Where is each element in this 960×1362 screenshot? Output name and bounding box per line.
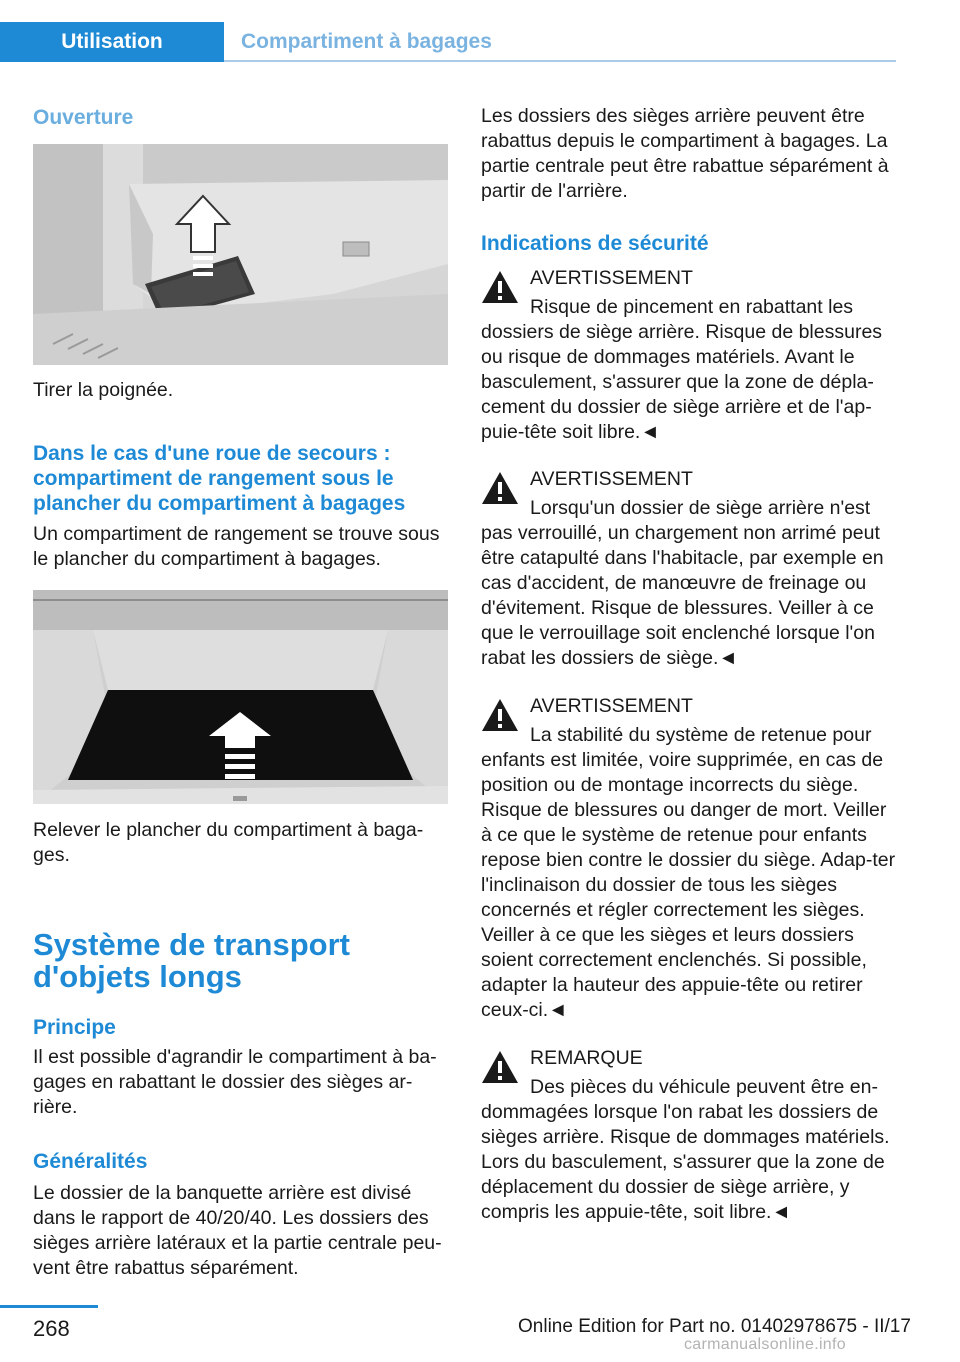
watermark: carmanualsonline.info xyxy=(684,1336,846,1353)
trunk-handle-figure xyxy=(33,144,448,365)
trunk-handle-illustration xyxy=(33,144,448,365)
notice-keyword: REMARQUE xyxy=(530,1047,643,1069)
warning-keyword: AVERTISSEMENT xyxy=(530,695,693,717)
chapter-tab[interactable]: Utilisation xyxy=(0,22,224,62)
section-tab[interactable]: Compartiment à bagages xyxy=(241,30,492,53)
general-text: Le dossier de la banquette arrière est divisé dans le rapport de 40/20/40. Les dossiers des sièges arrière latéraux et la partie centrale peu-vent être rabattus séparément. xyxy=(33,1182,442,1279)
opening-heading: Ouverture xyxy=(33,106,134,129)
edition-label: Online Edition for Part no. 01402978675 - II/17 xyxy=(518,1316,911,1337)
floor-caption: Relever le plancher du compartiment à baga-ges. xyxy=(33,819,424,866)
safety-heading: Indications de sécurité xyxy=(481,232,709,255)
page-number: 268 xyxy=(33,1316,70,1341)
general-heading: Généralités xyxy=(33,1150,148,1173)
spare-wheel-text: Un compartiment de rangement se trouve sous le plancher du compartiment à bagages. xyxy=(33,523,440,570)
warning-keyword: AVERTISSEMENT xyxy=(530,267,693,289)
intro-text: Les dossiers des sièges arrière peuvent être rabattus depuis le compartiment à bagages. La partie centrale peut être rabattue séparément à partir de l'arrière. xyxy=(481,105,889,202)
opening-caption: Tirer la poignée. xyxy=(33,379,174,401)
warning-keyword: AVERTISSEMENT xyxy=(530,468,693,490)
cargo-floor-illustration xyxy=(33,590,448,804)
footer-divider xyxy=(0,1305,98,1308)
system-heading: Système de transport d'objets longs xyxy=(33,927,350,994)
header-divider xyxy=(224,60,896,62)
cargo-floor-figure xyxy=(33,590,448,804)
warning-text: Risque de pincement en rabattant les dossiers de siège arrière. Risque de blessures ou risque de dommages matériels. Avant le basculement, s'assurer que la zone de dépla-cement du dossier de siège arrière et de l'ap-puie-tête soit libre.◄ xyxy=(481,296,883,443)
notice-text: Des pièces du véhicule peuvent être en-dommagées lorsque l'on rabat les dossiers de sièges arrière. Risque de dommages matériels. Lors du basculement, s'assurer que la zone de déplacement du dossier de siège arrière, y compris les appuie-tête, soit libre.◄ xyxy=(481,1076,890,1223)
page-header xyxy=(0,0,960,64)
spare-wheel-heading: Dans le cas d'une roue de secours : compartiment de rangement sous le plancher du compartiment à bagages xyxy=(33,442,406,515)
warning-text: La stabilité du système de retenue pour enfants est limitée, voire supprimée, en cas de position ou de montage incorrects du siège. Risque de blessures ou danger de mort. Veiller à ce que le système de retenue pour enfants repose bien contre le dossier du siège. Adap-ter l'inclinaison du dossier de tous les sièges concernés et régler correctement les sièges. Veiller à ce que les sièges et leurs dossiers soient correctement enclenchés. Si possible, adapter la hauteur des appuie-tête ou retirer ceux-ci.◄ xyxy=(481,724,896,1021)
principle-heading: Principe xyxy=(33,1016,116,1039)
warning-text: Lorsqu'un dossier de siège arrière n'est pas verrouillé, un chargement non arrimé peut être catapulté dans l'habitacle, par exemple en cas d'accident, de manœuvre de freinage ou d'évitement. Risque de blessures. Veiller à ce que le verrouillage soit enclenché lorsque l'on rabat les dossiers de siège.◄ xyxy=(481,497,884,669)
principle-text: Il est possible d'agrandir le compartiment à ba-gages en rabattant le dossier des sièges ar-rière. xyxy=(33,1046,437,1118)
